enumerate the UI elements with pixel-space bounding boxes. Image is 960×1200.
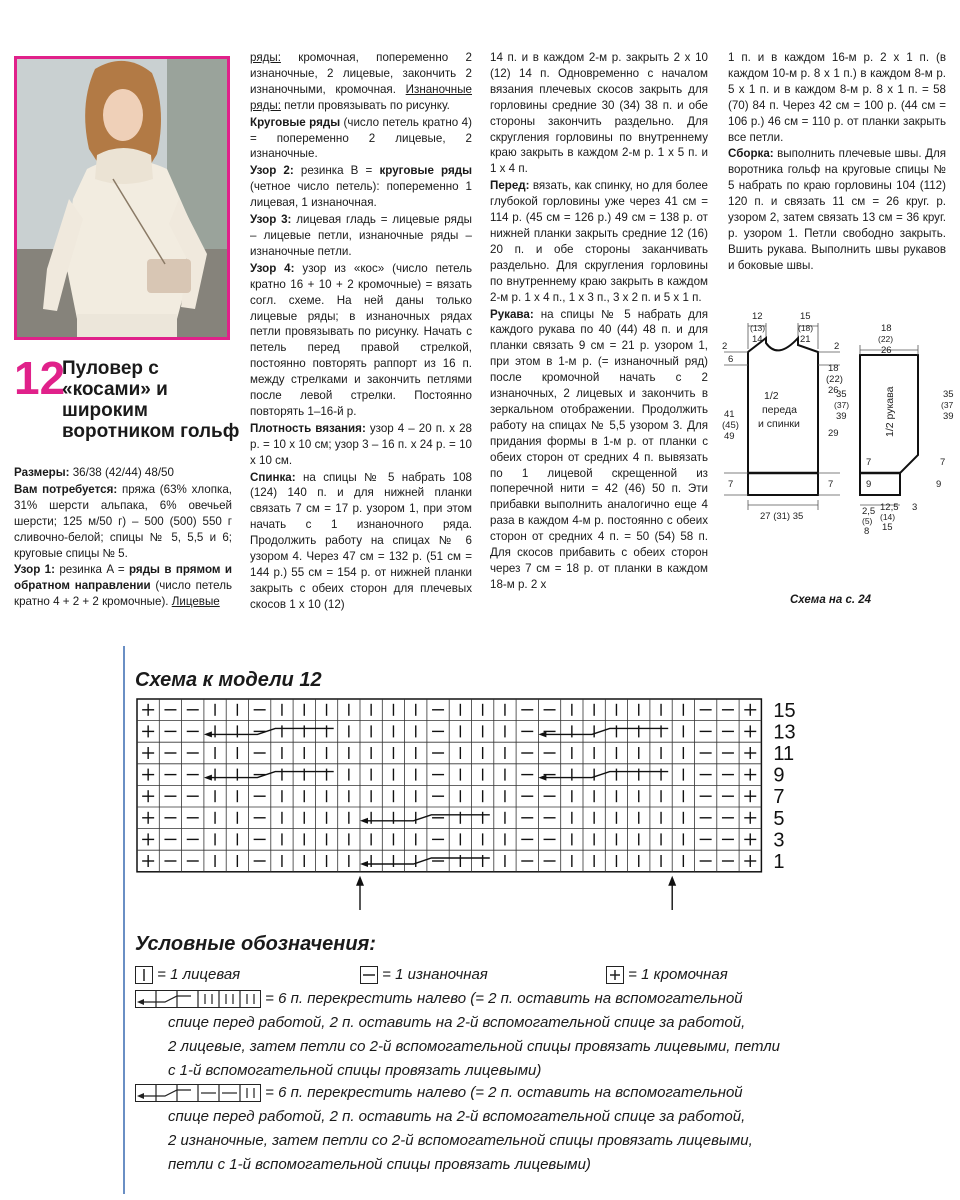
- slope-2-left: 2: [722, 341, 728, 352]
- sleeve-7-right: 7: [940, 457, 946, 468]
- knitting-chart: [135, 695, 815, 910]
- rib-7-left: 7: [728, 479, 734, 490]
- round-rows-paragraph: Круговые ряды (число петель кратно 4) = попеременно 2 лицевые, 2 изнаночные.: [250, 115, 472, 161]
- text-column-3: [490, 50, 708, 594]
- cable-purl-text-2: спице перед работой, 2 п. оставить на 2-й вспомогательной спице за работой,: [168, 1108, 746, 1125]
- slope-6-label: 6: [728, 354, 734, 365]
- sleeve-top-mid: (22): [878, 334, 894, 344]
- sleeve-label: 1/2 рукава: [884, 386, 896, 437]
- text-column-1: [14, 465, 232, 611]
- body-height-mid: (45): [722, 420, 739, 431]
- body-label-1: 1/2: [764, 390, 779, 402]
- slope-2-right: 2: [834, 341, 840, 352]
- uzor4-paragraph: Узор 4: узор из «кос» (число петель кратно 16 + 10 + 2 кромочные) = вязать согл. схеме. На ней даны только лицевые ряды; в изнаночных рядах петли провязывать по рисунку. Начать с петель перед правой стрелкой, постоянно повторять раппорт из 16 п. между стрелками и закончить петлями после левой стрелки. Постоянно повторять 1–16-й р.: [250, 261, 472, 418]
- model-photo: [14, 56, 230, 340]
- sleeve-bottom-label: 12,5: [880, 502, 899, 513]
- body-label-3: и спинки: [758, 418, 800, 430]
- row-number-label: 3: [773, 829, 785, 852]
- cable-knit-symbol-icon: [135, 990, 261, 1008]
- cable-purl-text-3: 2 изнаночные, затем петли со 2-й вспомогательной спицы провязать лицевыми,: [168, 1132, 753, 1149]
- row-number-label: 11: [773, 743, 795, 765]
- rib-7-right: 7: [828, 479, 834, 490]
- row-number-label: 7: [773, 786, 785, 809]
- back-cont-paragraph: 14 п. и в каждом 2-м р. закрыть 2 x 10 (12) 14 п. Одновременно с началом вязания плечевых скосов закрыть для горловины средние 30 (34) 38 п. и обе стороны закончить раздельно. Для скругления горловины по внутреннему краю закрыть в каждом 2-м р. 1 x 5 п. и 1 x 4 п.: [490, 51, 708, 176]
- legend-purl-label: = 1 изнаночная: [382, 966, 488, 983]
- purl-symbol-icon: [360, 966, 378, 984]
- sleeve-small-last: 8: [864, 526, 870, 537]
- cable-purl-text-1: = 6 п. перекрестить налево (= 2 п. оставить на вспомогательной: [265, 1084, 743, 1101]
- uzor3-paragraph: Узор 3: лицевая гладь = лицевые ряды – лицевые петли, изнаночные ряды – изнаночные петли.: [250, 213, 473, 258]
- row-number-label: 9: [773, 764, 785, 787]
- arrow-head-icon: [668, 876, 676, 886]
- arrow-head-icon: [356, 876, 364, 886]
- text-column-2: [250, 50, 472, 614]
- uzor1-paragraph: Узор 1: резинка A = ряды в прямом и обратном направлении (число петель кратно 4 + 2 + 2 кромочные). Лицевые: [14, 563, 232, 609]
- pattern-number: 12: [14, 352, 66, 404]
- sleeve-bottom-last: 15: [882, 522, 893, 533]
- pattern-title: Пуловер с «косами» и широким воротником гольф: [62, 358, 240, 442]
- cable-knit-text-3: 2 лицевые, затем петли со 2-й вспомогательной спицы провязать лицевыми, петли: [168, 1038, 781, 1055]
- armhole-label: 18: [828, 363, 839, 374]
- sleeve-bottom-mid: (14): [880, 512, 896, 522]
- knit-symbol-icon: [135, 966, 153, 984]
- legend-edge: [606, 963, 728, 987]
- section-divider: [123, 646, 125, 1194]
- row-number-label: 15: [773, 699, 796, 722]
- assembly-paragraph: Сборка: выполнить плечевые швы. Для воротника гольф на круговые спицы № 5 набрать по краю горловины 104 (112) 120 п. и связать 11 см = 26 круг. р. узором 2, затем связать 13 см = 36 круг. р. узором 1. Петли свободно закрыть. Вшить рукава. Выполнить швы рукавов и боковые швы.: [728, 147, 946, 272]
- sleeve-height-right-last: 39: [943, 411, 954, 422]
- front-paragraph: Перед: вязать, как спинку, но для более глубокой горловины уже через 41 см = 114 р. (45 см = 126 р.) 49 см = 138 р. от нижней планки закрыть средние 12 (16) 20 п. и обе стороны заканчивать раздельно. Для скругления горловины по внутреннему краю закрыть в каждом 2-м р. 1 x 4 п., 1 x 3 п., 3 x 2 п. и 5 x 1 п.: [490, 179, 708, 304]
- body-label-2: переда: [762, 404, 797, 416]
- sleeves-cont-paragraph: 1 п. и в каждом 16-м р. 2 x 1 п. (в каждом 10-м р. 8 x 1 п.) в каждом 8-м р. 5 x 1 п. и в каждом 8-м р. 8 x 1 п. = 58 (70) 84 п. Через 42 см = 100 р. (44 см = 106 р.) 46 см = 110 р. от планки закрыть все петли.: [728, 51, 946, 144]
- materials-paragraph: Вам потребуется: пряжа (63% хлопка, 31% шерсти альпака, 6% овечьей шерсти; 125 м/50 г) – 500 (500) 550 г сливочно-белой; спицы № 5, 5,5 и 6; круговые спицы № 5.: [14, 482, 232, 560]
- legend-edge-label: = 1 кромочная: [628, 966, 728, 983]
- legend-cable-knit: [135, 987, 743, 1011]
- sleeve-top-label: 18: [881, 323, 892, 334]
- gauge-paragraph: Плотность вязания: узор 4 – 20 п. x 28 р. = 10 x 10 см; узор 3 – 16 п. x 24 р. = 10 x 10 см.: [250, 421, 472, 467]
- body-outline: [748, 338, 818, 495]
- scheme-reference: Схема на с. 24: [790, 594, 872, 606]
- chart-title: Схема к модели 12: [135, 669, 322, 691]
- text-column-4: [728, 50, 946, 275]
- shoulder-width-label: 15: [800, 311, 811, 322]
- body-height-label: 41: [724, 409, 735, 420]
- sleeve-height-right: 35: [943, 389, 954, 400]
- back-paragraph: Спинка: на спицы № 5 набрать 108 (124) 140 п. и для нижней планки связать 7 см = 17 р. узором 1, при этом начать с 1 изнаночного ряда. Продолжить работу на спицах № 6 узором 4. Через 47 см = 132 р. (51 см = 144 р.) 55 см = 154 р. от нижней планки закрыть с обеих сторон для плечевых скосов 1 x 10 (12): [250, 470, 472, 611]
- armhole-last: 26: [828, 385, 839, 396]
- legend-purl: [360, 963, 488, 987]
- sleeve-top-last: 26: [881, 345, 892, 356]
- cable-purl-symbol-icon: [135, 1084, 261, 1102]
- sleeve-small-mid: (5): [862, 516, 873, 526]
- row-number-label: 5: [773, 807, 785, 830]
- sleeve-small-label: 2,5: [862, 506, 876, 517]
- uzor1-rows-paragraph: ряды: кромочная, попеременно 2 изнаночные, 2 лицевые, закончить 2 изнаночными, кромочная. Изнаночные ряды: петли провязывать по рисунку.: [250, 51, 472, 112]
- sizes-paragraph: Размеры: 36/38 (42/44) 48/50: [14, 466, 174, 479]
- sleeve-height-last: 39: [836, 411, 847, 422]
- legend-knit: [135, 963, 240, 987]
- cable-knit-text-2: спице перед работой, 2 п. оставить на 2-й вспомогательной спице за работой,: [168, 1014, 746, 1031]
- uzor2-paragraph: Узор 2: резинка B = круговые ряды (четное число петель): попеременно 1 лицевая, 1 изнаночная.: [250, 164, 473, 210]
- shoulder-width-mid: (18): [798, 323, 814, 333]
- cable-knit-text-4: с 1-й вспомогательной спицы провязать лицевыми): [168, 1062, 542, 1079]
- cable-knit-text-1: = 6 п. перекрестить налево (= 2 п. оставить на вспомогательной: [265, 990, 743, 1007]
- shoulder-width-last: 21: [800, 334, 811, 345]
- legend-knit-label: = 1 лицевая: [157, 966, 241, 983]
- sleeve-9-left: 9: [866, 479, 872, 490]
- neck-width-label: 12: [752, 311, 763, 322]
- sleeve-3-label: 3: [912, 502, 918, 513]
- neck-width-last: 14: [752, 334, 763, 345]
- row-number-label: 13: [773, 721, 796, 744]
- sleeve-height-label: 35: [836, 389, 847, 400]
- neck-width-mid: (13): [750, 323, 766, 333]
- row-number-label: 1: [773, 851, 785, 873]
- model-photo-illustration: [17, 59, 227, 337]
- legend-cable-purl: [135, 1081, 743, 1105]
- sleeve-7-left: 7: [866, 457, 872, 468]
- sleeves-paragraph: Рукава: на спицы № 5 набрать для каждого рукава по 40 (44) 48 п. и для планки связать 9 см = 21 р. узором 1, при этом в 1-м р. (= изнаночный ряд) после кромочной начать с 2 изнаночных, 2 лицевых и закончить в зеркальном отображении. Продолжить работу на спицах № 5,5 узором 3. Для придания формы в 1-м р. от планки с обеих сторон от средних 4 п. вывязать по 1 лицевой скрещенной из поперечной нити = 42 (46) 50 п. Эти прибавки выполнить аналогично еще 4 раза в каждом 4-м р. постоянно с обеих сторон от средних 4 п. = 50 (54) 58 п. Для скосов прибавить с обеих сторон через 7 см = 18 р. от планки в каждом 18-м р. 2 x: [490, 307, 708, 591]
- body-height-last: 49: [724, 431, 735, 442]
- height-29-label: 29: [828, 428, 839, 439]
- legend-title: Условные обозначения:: [135, 933, 376, 955]
- sleeve-9-right: 9: [936, 479, 942, 490]
- sleeve-height-mid: (37): [834, 400, 850, 410]
- sleeve-height-right-mid: (37: [941, 400, 954, 410]
- edge-symbol-icon: [606, 966, 624, 984]
- body-width-label: 27 (31) 35: [760, 511, 804, 522]
- armhole-mid: (22): [826, 374, 843, 385]
- cable-purl-text-4: петли с 1-й вспомогательной спицы провязать лицевыми): [168, 1156, 591, 1173]
- garment-schematic: [718, 305, 958, 540]
